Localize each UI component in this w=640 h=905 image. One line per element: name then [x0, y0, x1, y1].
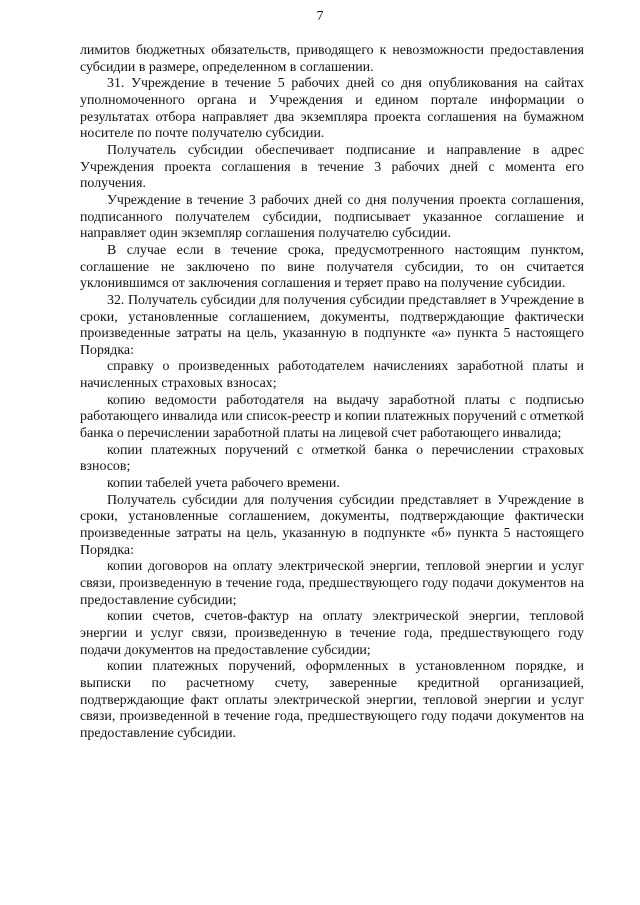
paragraph: копии счетов, счетов-фактур на оплату электрической энергии, тепловой энергии и услуг связи, произведенную в течение года, предшествующего году подачи документов на предоставление субсидии; [80, 609, 584, 658]
body-text [80, 43, 584, 743]
paragraph: копии платежных поручений, оформленных в установленном порядке, и выписки по расчетному счету, заверенные кредитной организацией, подтверждающие факт оплаты электрической энергии, тепловой энергии и услуг связи, произведенной в течение года, предшествующего году подачи документов на предоставление субсидии. [80, 659, 584, 741]
paragraph: 32. Получатель субсидии для получения субсидии представляет в Учреждение в сроки, установленные соглашением, документы, подтверждающие фактически произведенные затраты на цель, указанную в подпункте «а» пункта 5 настоящего Порядка: [80, 292, 584, 358]
paragraph: копию ведомости работодателя на выдачу заработной платы с подписью работающего инвалида или список-реестр и копии платежных поручений с отметкой банка о перечислении заработной платы на лицевой счет работающего инвалида; [80, 392, 584, 442]
paragraph: копии платежных поручений с отметкой банка о перечислении страховых взносов; [80, 442, 584, 475]
paragraph: справку о произведенных работодателем начислениях заработной платы и начисленных страховых взносах; [80, 359, 584, 392]
paragraph: Получатель субсидии обеспечивает подписание и направление в адрес Учреждения проекта соглашения в течение 3 рабочих дней с момента его получения. [80, 142, 584, 192]
paragraph: лимитов бюджетных обязательств, приводящего к невозможности предоставления субсидии в размере, определенном в соглашении. [80, 43, 584, 75]
paragraph: 31. Учреждение в течение 5 рабочих дней со дня опубликования на сайтах уполномоченного органа и Учреждения и едином портале информации о результатах отбора направляет два экземпляра проекта соглашения на бумажном носителе по почте получателю субсидии. [80, 76, 584, 142]
paragraph: Получатель субсидии для получения субсидии представляет в Учреждение в сроки, установленные соглашением, документы, подтверждающие фактически произведенные затраты на цель, указанную в подпункте «б» пункта 5 настоящего Порядка: [80, 492, 584, 558]
paragraph: копии табелей учета рабочего времени. [107, 476, 340, 492]
page-number: 7 [316, 9, 324, 24]
paragraph: копии договоров на оплату электрической энергии, тепловой энергии и услуг связи, произведенную в течение года, предшествующего году подачи документов на предоставление субсидии; [80, 559, 584, 608]
paragraph: Учреждение в течение 3 рабочих дней со дня получения проекта соглашения, подписанного получателем субсидии, подписывает указанное соглашение и направляет один экземпляр соглашения получателю субсидии. [80, 192, 584, 242]
paragraph: В случае если в течение срока, предусмотренного настоящим пунктом, соглашение не заключено по вине получателя субсидии, то он считается уклонившимся от заключения соглашения и теряет право на получение субсидии. [80, 242, 584, 292]
